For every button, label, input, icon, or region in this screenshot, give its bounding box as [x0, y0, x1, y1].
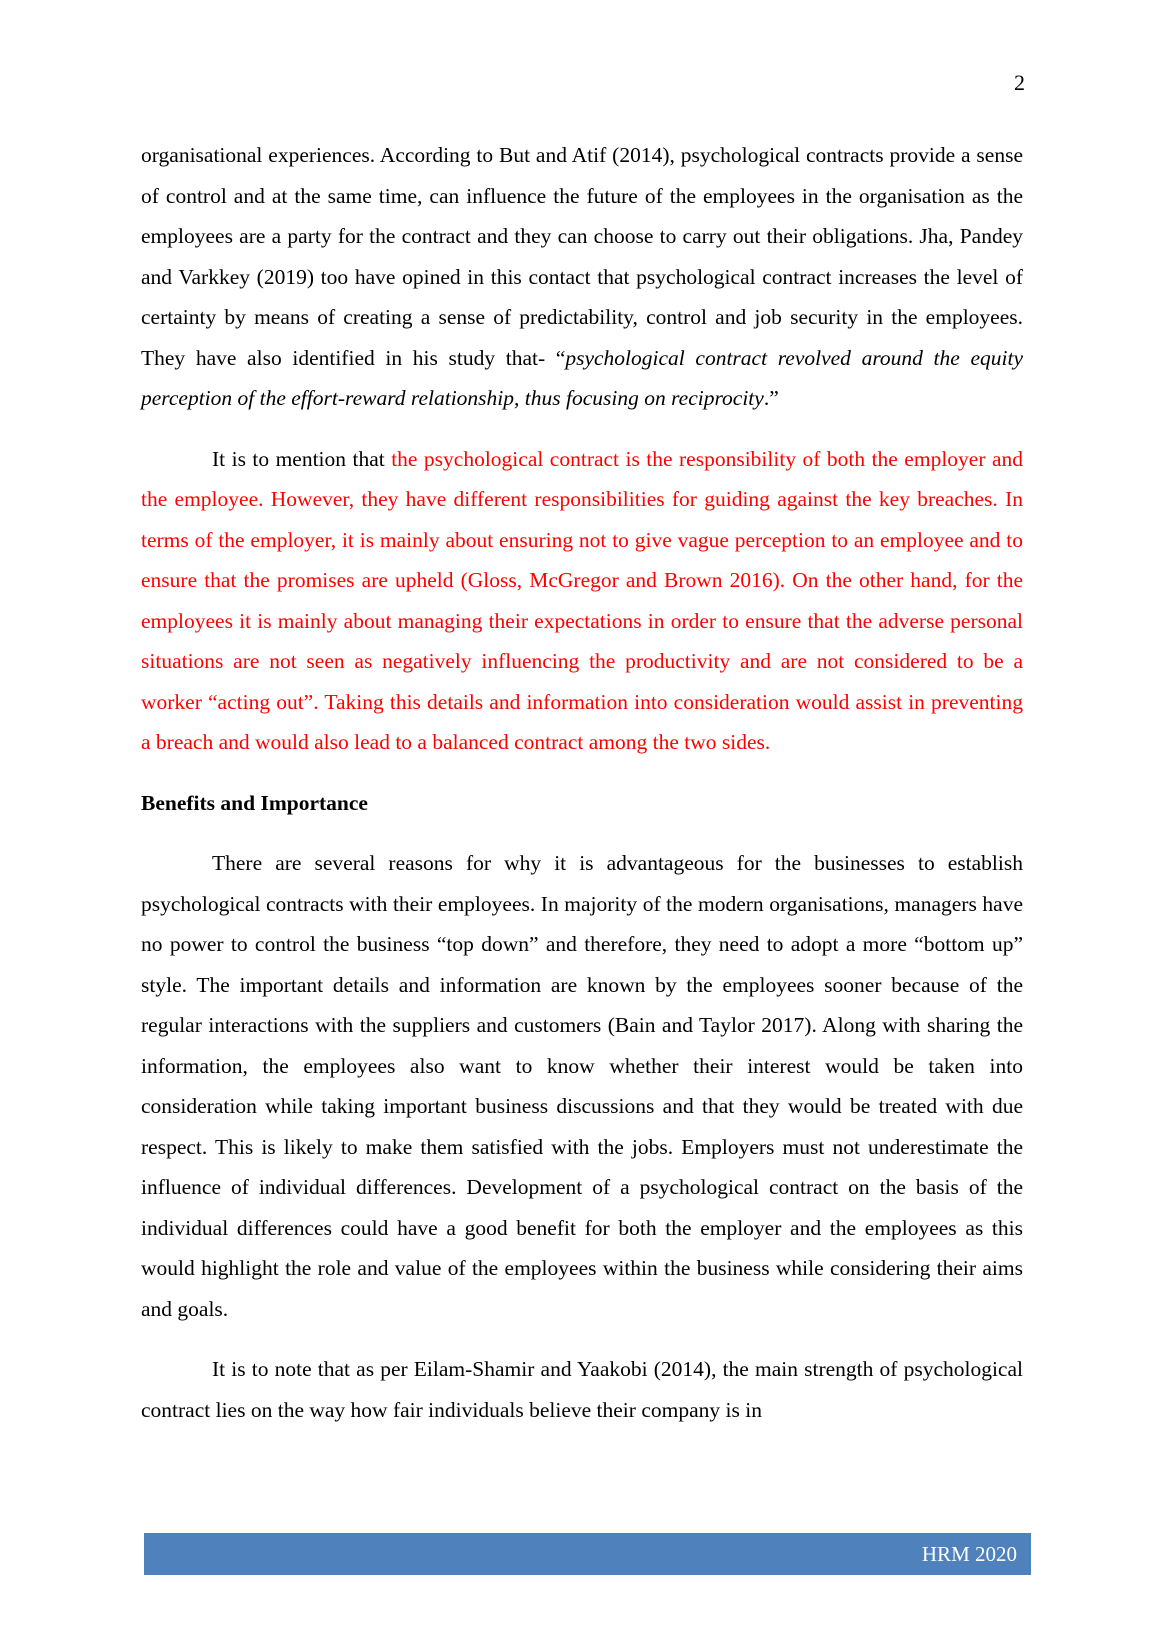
paragraph-1-end: .”	[763, 386, 779, 410]
page-number: 2	[1014, 70, 1025, 95]
paragraph-1	[141, 135, 1023, 419]
paragraph-1-text: organisational experiences. According to But and Atif (2014), psychological contracts provide a sense of control and at the same time, can influence the future of the employees in the organisation as the employees are a party for the contract and they can choose to carry out their obligations. Jha, Pandey and Varkkey (2019) too have opined in this contact that psychological contract increases the level of certainty by means of creating a sense of predictability, control and job security in the employees. They have also identified in his study that- “	[141, 143, 1023, 370]
footer-label: HRM 2020	[921, 1542, 1017, 1566]
footer-bar	[144, 1533, 1031, 1575]
paragraph-2-highlighted-text: the psychological contract is the responsibility of both the employer and the employee. However, they have different responsibilities for guiding against the key breaches. In terms of the employer, it is mainly about ensuring not to give vague perception to an employee and to ensure that the promises are upheld (Gloss, McGregor and Brown 2016). On the other hand, for the employees it is mainly about managing their expectations in order to ensure that the adverse personal situations are not seen as negatively influencing the productivity and are not considered to be a worker “acting out”. Taking this details and information into consideration would assist in preventing a breach and would also lead to a balanced contract among the two sides.	[141, 446, 1023, 754]
section-heading: Benefits and Importance	[141, 790, 368, 815]
paragraph-2-lead: It is to mention that	[212, 446, 392, 471]
document-body	[141, 135, 1023, 1430]
paragraph-3: There are several reasons for why it is advantageous for the businesses to establish psychological contracts with their employees. In majority of the modern organisations, managers have no power to control the business “top down” and therefore, they need to adopt a more “bottom up” style. The important details and information are known by the employees sooner because of the regular interactions with the suppliers and customers (Bain and Taylor 2017). Along with sharing the information, the employees also want to know whether their interest would be taken into consideration while taking important business discussions and that they would be treated with due respect. This is likely to make them satisfied with the jobs. Employers must not underestimate the influence of individual differences. Development of a psychological contract on the basis of the individual differences could have a good benefit for both the employer and the employees as this would highlight the role and value of the employees within the business while considering their aims and goals.	[141, 851, 1023, 1321]
paragraph-4: It is to note that as per Eilam-Shamir and Yaakobi (2014), the main strength of psychological contract lies on the way how fair individuals believe their company is in	[141, 1357, 1023, 1422]
paragraph-2	[141, 439, 1023, 763]
paragraph-1-quote: psychological contract revolved around the equity perception of the effort-reward relationship, thus focusing on reciprocity	[141, 345, 1023, 410]
